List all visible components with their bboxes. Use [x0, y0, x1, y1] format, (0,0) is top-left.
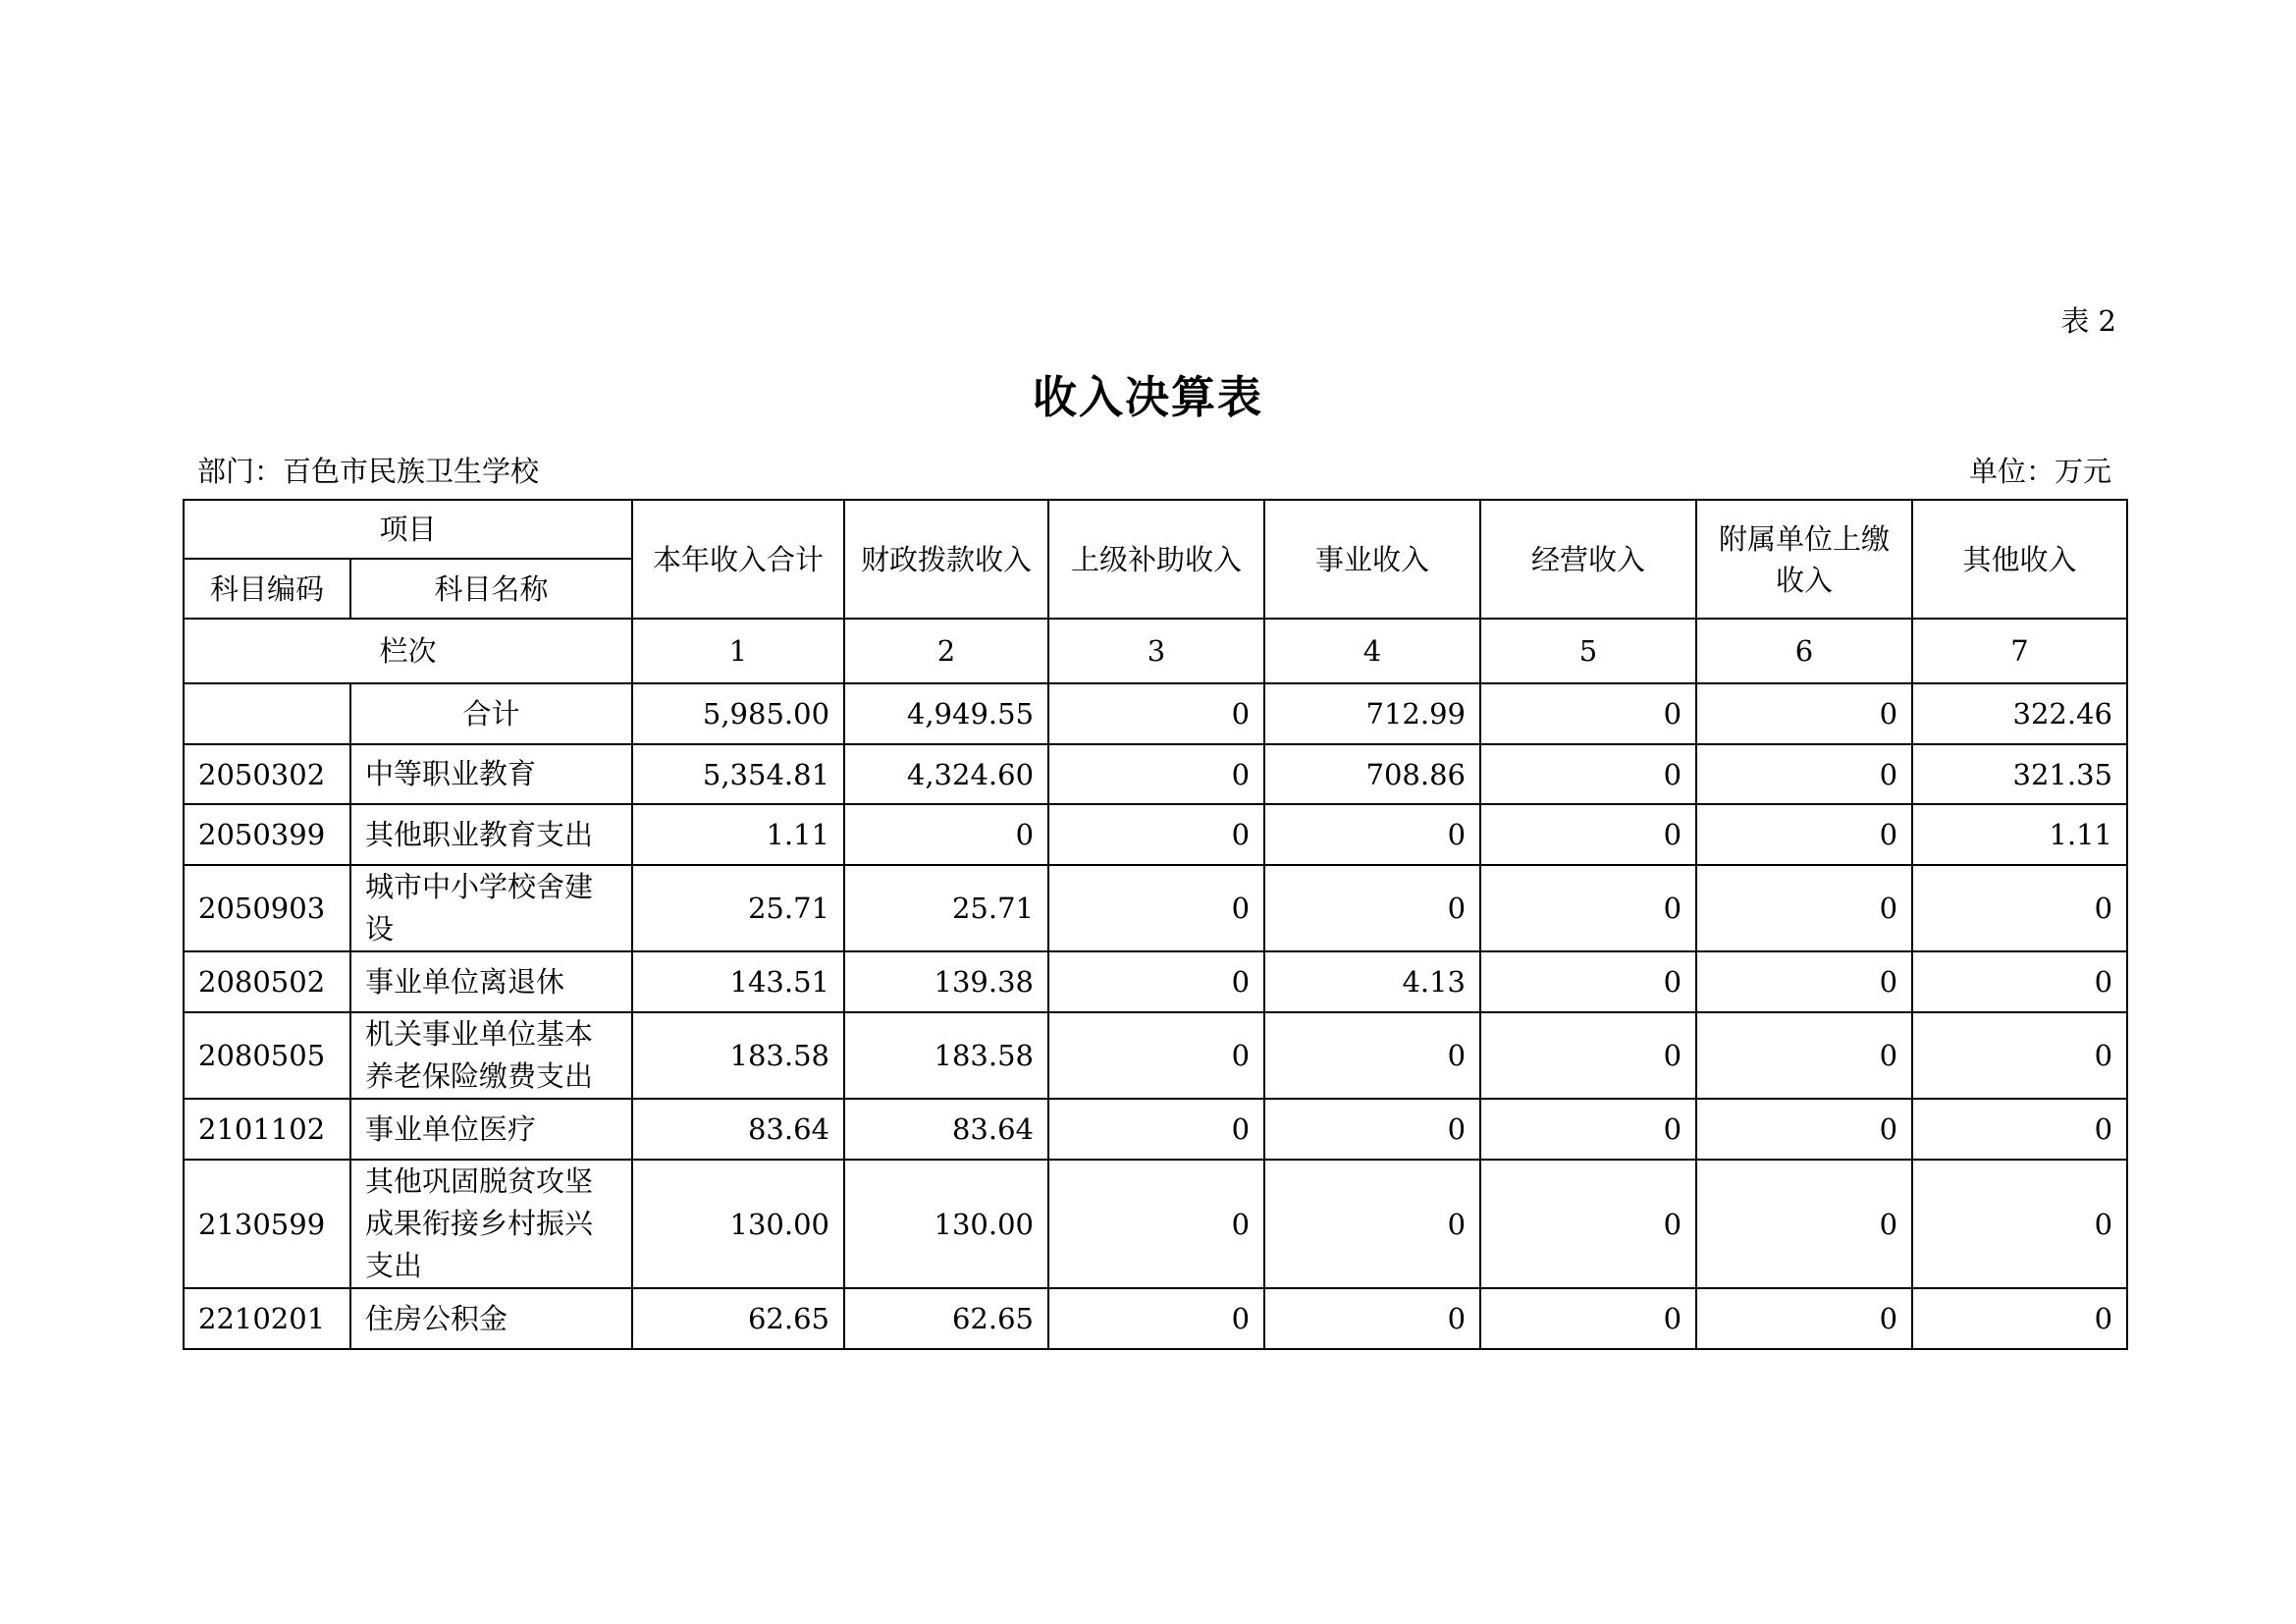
- table-row: [184, 1099, 2127, 1160]
- row-code: 2050302: [184, 744, 350, 804]
- row-value: 143.51: [632, 951, 844, 1012]
- row-value: 321.35: [1912, 744, 2127, 804]
- table-row: [184, 804, 2127, 865]
- row-value: 0: [1480, 804, 1696, 865]
- income-table: [183, 499, 2128, 1350]
- unit-label: 单位：万元: [1968, 455, 2111, 488]
- table-row: [184, 1012, 2127, 1099]
- header-row-index: 栏次: [184, 619, 632, 683]
- row-value: 0: [1696, 1012, 1912, 1099]
- row-name: 城市中小学校舍建设: [350, 865, 632, 951]
- row-value: 0: [1048, 1288, 1264, 1349]
- row-value: 0: [1264, 1160, 1480, 1288]
- row-value: 0: [844, 804, 1048, 865]
- row-value: 0: [1696, 1160, 1912, 1288]
- table-row: [184, 744, 2127, 804]
- row-value: 139.38: [844, 951, 1048, 1012]
- row-value: 0: [1048, 1012, 1264, 1099]
- row-value: 0: [1912, 1288, 2127, 1349]
- row-code: 2130599: [184, 1160, 350, 1288]
- row-value: 0: [1264, 1288, 1480, 1349]
- col-number: 7: [1912, 619, 2127, 683]
- row-code: 2080502: [184, 951, 350, 1012]
- row-value: 0: [1480, 865, 1696, 951]
- row-value: 0: [1048, 865, 1264, 951]
- row-value: 0: [1696, 1288, 1912, 1349]
- total-label: 合计: [350, 683, 632, 744]
- row-value: 183.58: [844, 1012, 1048, 1099]
- total-value: 4,949.55: [844, 683, 1048, 744]
- row-value: 130.00: [632, 1160, 844, 1288]
- header-operating: 经营收入: [1480, 500, 1696, 619]
- total-value: 0: [1048, 683, 1264, 744]
- row-value: 0: [1480, 1160, 1696, 1288]
- header-business: 事业收入: [1264, 500, 1480, 619]
- row-value: 0: [1912, 865, 2127, 951]
- col-number: 1: [632, 619, 844, 683]
- row-value: 0: [1048, 744, 1264, 804]
- row-value: 83.64: [632, 1099, 844, 1160]
- row-value: 708.86: [1264, 744, 1480, 804]
- row-code: 2210201: [184, 1288, 350, 1349]
- row-name: 事业单位医疗: [350, 1099, 632, 1160]
- table-row: [184, 951, 2127, 1012]
- row-code: 2050399: [184, 804, 350, 865]
- row-value: 0: [1912, 1099, 2127, 1160]
- col-number: 5: [1480, 619, 1696, 683]
- header-superior: 上级补助收入: [1048, 500, 1264, 619]
- row-name: 其他巩固脱贫攻坚成果衔接乡村振兴支出: [350, 1160, 632, 1288]
- row-value: 0: [1048, 1099, 1264, 1160]
- row-value: 0: [1480, 1288, 1696, 1349]
- row-value: 0: [1048, 804, 1264, 865]
- row-value: 0: [1912, 1160, 2127, 1288]
- row-value: 62.65: [632, 1288, 844, 1349]
- row-value: 62.65: [844, 1288, 1048, 1349]
- row-value: 0: [1480, 1012, 1696, 1099]
- table-row: [184, 1160, 2127, 1288]
- row-value: 183.58: [632, 1012, 844, 1099]
- row-name: 机关事业单位基本养老保险缴费支出: [350, 1012, 632, 1099]
- row-value: 0: [1696, 744, 1912, 804]
- row-value: 1.11: [1912, 804, 2127, 865]
- row-value: 0: [1264, 865, 1480, 951]
- row-name: 中等职业教育: [350, 744, 632, 804]
- row-value: 0: [1696, 951, 1912, 1012]
- row-value: 1.11: [632, 804, 844, 865]
- row-name: 事业单位离退休: [350, 951, 632, 1012]
- row-value: 0: [1696, 804, 1912, 865]
- row-name: 住房公积金: [350, 1288, 632, 1349]
- total-value: 0: [1480, 683, 1696, 744]
- row-value: 25.71: [632, 865, 844, 951]
- row-value: 0: [1264, 804, 1480, 865]
- total-value: 0: [1696, 683, 1912, 744]
- row-value: 0: [1696, 865, 1912, 951]
- total-value: 322.46: [1912, 683, 2127, 744]
- header-other: 其他收入: [1912, 500, 2127, 619]
- col-number: 4: [1264, 619, 1480, 683]
- row-name: 其他职业教育支出: [350, 804, 632, 865]
- row-code: 2050903: [184, 865, 350, 951]
- total-value: 5,985.00: [632, 683, 844, 744]
- table-row: [184, 865, 2127, 951]
- row-value: 4,324.60: [844, 744, 1048, 804]
- header-affiliate: 附属单位上缴收入: [1696, 500, 1912, 619]
- row-value: 0: [1264, 1099, 1480, 1160]
- col-number: 6: [1696, 619, 1912, 683]
- department-label: 部门：百色市民族卫生学校: [197, 455, 540, 488]
- row-code: 2080505: [184, 1012, 350, 1099]
- header-fiscal: 财政拨款收入: [844, 500, 1048, 619]
- row-value: 0: [1912, 951, 2127, 1012]
- col-number: 3: [1048, 619, 1264, 683]
- col-number: 2: [844, 619, 1048, 683]
- row-value: 0: [1696, 1099, 1912, 1160]
- row-value: 0: [1480, 951, 1696, 1012]
- total-code-cell: [184, 683, 350, 744]
- row-value: 0: [1912, 1012, 2127, 1099]
- row-value: 25.71: [844, 865, 1048, 951]
- header-name: 科目名称: [350, 559, 632, 619]
- row-value: 0: [1480, 1099, 1696, 1160]
- header-total: 本年收入合计: [632, 500, 844, 619]
- total-value: 712.99: [1264, 683, 1480, 744]
- header-item: 项目: [184, 500, 632, 559]
- row-code: 2101102: [184, 1099, 350, 1160]
- row-value: 0: [1048, 951, 1264, 1012]
- row-value: 0: [1048, 1160, 1264, 1288]
- header-code: 科目编码: [184, 559, 350, 619]
- table-number: 表 2: [2060, 304, 2116, 338]
- row-value: 83.64: [844, 1099, 1048, 1160]
- row-value: 4.13: [1264, 951, 1480, 1012]
- row-value: 5,354.81: [632, 744, 844, 804]
- row-value: 130.00: [844, 1160, 1048, 1288]
- row-value: 0: [1480, 744, 1696, 804]
- page-title: 收入决算表: [1032, 371, 1263, 423]
- table-row: [184, 1288, 2127, 1349]
- row-value: 0: [1264, 1012, 1480, 1099]
- total-row: [184, 683, 2127, 744]
